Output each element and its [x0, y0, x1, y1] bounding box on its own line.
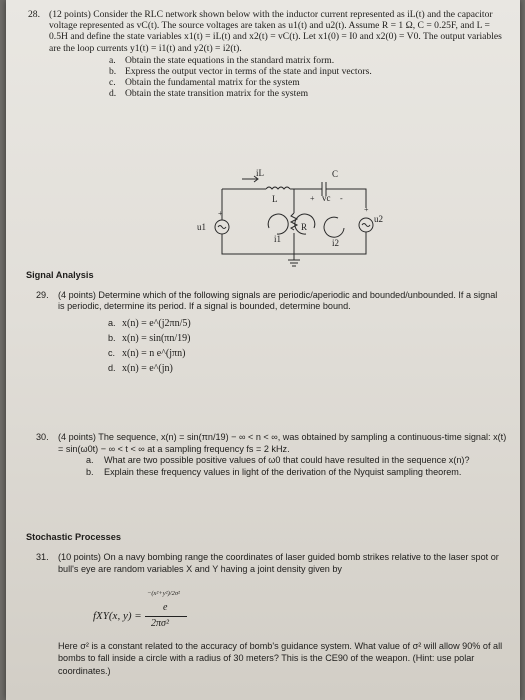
label-vc: vc [322, 193, 331, 203]
label-u2: u2 [374, 214, 383, 224]
question-text: (4 points) Determine which of the following signals are periodic/aperiodic and bounded/unbounded. If a signal is periodic, determine its period. If a signal is bounded, determine bound. [58, 290, 498, 312]
list-item: c. Obtain the fundamental matrix for the system [109, 77, 300, 89]
label-plus: + [310, 194, 315, 203]
list-item: a. What are two possible positive values of ω0 that could have resulted in the sequence x(n)? [86, 455, 470, 466]
label-minus: - [340, 194, 343, 203]
formula-exponent: −(x²+y²)/2σ² [147, 590, 180, 597]
inductor-coil [266, 187, 290, 189]
list-item: c. x(n) = n e^(jπn) [108, 347, 186, 359]
question-text: (4 points) The sequence, x(n) = sin(πn/19) − ∞ < n < ∞, was obtained by sampling a continuous-time signal: x(t) = sin(ω0t) − ∞ < t < ∞ at a sampling frequency fs = 2 kHz. [58, 432, 507, 454]
question-number: 31. [36, 552, 49, 562]
label-iL: iL [256, 168, 264, 178]
list-item: a. x(n) = e^(j2πn/5) [108, 317, 191, 329]
list-item: b. Express the output vector in terms of the state and input vectors. [109, 66, 372, 78]
question-31-note: Here σ² is a constant related to the accuracy of bomb's guidance system. What value of σ² will allow 90% of all bombs to fall inside a circle with a radius of 30 meters? This is the CE90 of the weapon. (Hint: use polar coordinates.) [58, 641, 503, 676]
formula-denominator: 2πσ² [151, 618, 169, 629]
label-u2-plus: + [364, 205, 369, 214]
resistor [291, 213, 297, 230]
label-i2: i2 [332, 238, 340, 248]
list-item: b. x(n) = sin(πn/19) [108, 332, 191, 344]
list-item: d. Obtain the state transition matrix for the system [109, 88, 309, 100]
question-number: 30. [36, 432, 49, 442]
question-30 [36, 432, 512, 478]
fraction-bar [145, 616, 187, 617]
label-L: L [272, 194, 278, 204]
section-heading: Stochastic Processes [26, 532, 121, 542]
label-u1: u1 [197, 222, 206, 232]
question-31 [36, 552, 514, 575]
label-u1-plus: + [218, 209, 223, 218]
joint-density-formula [93, 590, 203, 638]
document-page [6, 0, 520, 700]
label-C: C [332, 169, 339, 179]
list-item: b. Explain these frequency values in light of the derivation of the Nyquist sampling theorem. [86, 466, 462, 477]
formula-lhs: fXY(x, y) = [93, 610, 142, 622]
list-item: a. Obtain the state equations in the standard matrix form. [109, 54, 335, 66]
question-text: (12 points) Consider the RLC network shown below with the inductor current represented as iL(t) and the capacitor voltage represented as vC(t). The source voltages are taken as u1(t) and u2(t). Assume R = 1 Ω, C = 0.25F, and L = 0.5H and define the state variables x1(t) = iL(t) and x2(t) = vC(t). Let x1(0) = I0 and x2(0) = V0. The output variables are the loop currents y1(t) = i1(t) and y2(t) = i2(t). [49, 9, 502, 54]
rlc-circuit-diagram [194, 168, 384, 268]
list-item: d. x(n) = e^(jn) [108, 362, 173, 374]
question-text: (10 points) On a navy bombing range the coordinates of laser guided bomb strikes relative to the laser spot or bull's eye are random variables X and Y having a joint density given by [58, 552, 499, 574]
question-29 [36, 290, 506, 376]
formula-base: e [163, 602, 168, 613]
label-R: R [301, 222, 308, 232]
question-number: 29. [36, 290, 49, 300]
question-28 [28, 9, 508, 100]
section-heading: Signal Analysis [26, 270, 94, 280]
question-number: 28. [28, 9, 40, 20]
label-i1: i1 [274, 234, 282, 244]
